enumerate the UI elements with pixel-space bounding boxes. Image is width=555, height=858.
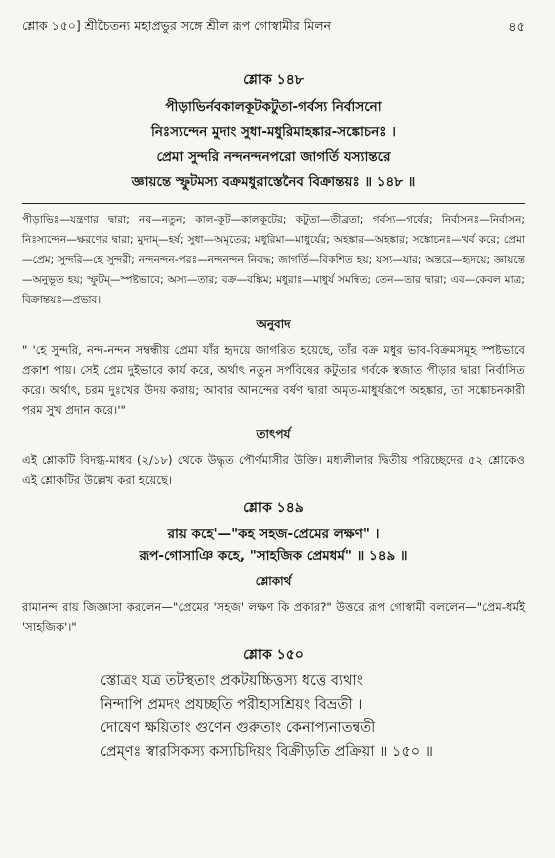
verse-148-label: শ্লোক ১৪৮: [243, 72, 304, 88]
page-body: [22, 68, 525, 764]
verse-149-line: রূপ-গোসাঞি কহে, "সাহজিক প্রেমধর্ম" ॥ ১৪৯ ॥: [139, 548, 408, 564]
verse-148-synonyms: পীড়াভিঃ—যন্ত্রণার দ্বারা; নব—নতুন; কাল-কূট—কালকূটের; কটুতা—তীব্রতা; গর্বস্য—গর্বের; নির্বাসনঃ—নির্বাসন; নিঃস্যন্দেন—ক্ষরণের দ্বারা; মুদাম্—হর্ষ; সুধা—অমৃতের; মধুরিমা—মাধুর্যের; অহঙ্কার—অহঙ্কার; সঙ্কোচনঃ—খর্ব করে; প্রেমা—প্রেম; সুন্দরি—হে সুন্দরী; নন্দনন্দন-পরঃ—নন্দনন্দন নিবদ্ধ; জাগর্তি—বিকশিত হয়; যস্য—যার; অন্তরে—হৃদয়ে; জ্ঞায়ন্তে—অনুভূত হয়; স্ফুটম্—স্পষ্টভাবে; অস্য—তার; বক্র—বঙ্কিম; মধুরাঃ—মাধুর্য সমন্বিত; তেন—তার দ্বারা; এব—কেবল মাত্র; বিক্রান্তয়ঃ—প্রভাব।: [22, 214, 525, 306]
page-number: ৪৫: [508, 20, 525, 35]
verse-150-label: শ্লোক ১৫০: [243, 647, 304, 663]
translation-heading: শ্লোকার্থ: [255, 574, 292, 588]
verse-148-translation: " 'হে সুন্দরি, নন্দ-নন্দন সম্বন্ধীয় প্রেমা যাঁর হৃদয়ে জাগরিত হয়েছে, তাঁর বক্র মধুর ভাব-বিক্রমসমূহ স্পষ্টভাবে প্রকাশ পায়। সেই প্রেম দুইভাবে কার্য করে, অর্থাৎ নতুন সর্পবিষের কটুতার গর্বকে স্বজাত পীড়ার দ্বারা নির্বাসিত করে। অর্থাৎ, চরম দুঃখের উদয় করায়; আবার আনন্দের বর্ষণ দ্বারা অমৃত-মাধুর্যরূপে অহঙ্কার, তা সঙ্কোচনকারী পরম সুখ প্রদান করে।'": [22, 343, 525, 417]
verse-150-text: [22, 670, 525, 764]
verse-150-line: প্রেম্ণঃ স্বারসিকস্য কস্যচিদিয়ং বিক্রীড়তি প্রক্রিয়া ॥ ১৫০ ॥: [100, 743, 433, 760]
verse-148-line: প্রেমা সুন্দরি নন্দনন্দনপরো জাগর্তি যস্যান্তরে: [156, 149, 391, 165]
translation-heading: অনুবাদ: [256, 317, 291, 331]
verse-149-text: [22, 523, 525, 567]
verse-148-line: নিঃস্যন্দেন মুদাং সুধা-মধুরিমাহঙ্কার-সঙ্কোচনঃ ।: [151, 124, 396, 140]
verse-149-translation: রামানন্দ রায় জিজ্ঞাসা করলেন—"প্রেমের 'সহজ' লক্ষণ কি প্রকার?" উত্তরে রূপ গোস্বামী বললেন—"প্রেম-ধর্মই 'সাহজিক'।": [22, 600, 525, 634]
verse-148-text: [22, 95, 525, 195]
running-header: [22, 18, 525, 38]
running-header-title: শ্লোক ১৫০] শ্রীচৈতন্য মহাপ্রভুর সঙ্গে শ্রীল রূপ গোস্বামীর মিলন: [22, 18, 332, 33]
verse-148-line: পীড়াভির্নবকালকূটকটুতা-গর্বস্য নির্বাসনো: [165, 99, 382, 115]
divider: [22, 203, 525, 204]
verse-150-line: স্তোত্রং যত্র তটস্থতাং প্রকটয়চ্চিত্তস্য ধত্তে ব্যথাং: [100, 673, 363, 689]
verse-149-line: রায় কহে'—"কহ সহজ-প্রেমের লক্ষণ" ।: [167, 526, 380, 542]
purport-heading: তাৎপর্য: [256, 427, 291, 441]
verse-150-line: দোষেণ ক্ষয়িতাং গুণেন গুরুতাং কেনাপ্যনাতন্বতী: [100, 720, 376, 736]
verse-148-purport: এই শ্লোকটি বিদগ্ধ-মাধব (২/১৮) থেকে উদ্ধৃত পৌর্ণমাসীর উক্তি। মধ্যলীলার দ্বিতীয় পরিচ্ছেদের ৫২ শ্লোকেও এই শ্লোকটির উল্লেখ করা হয়েছে।: [22, 453, 525, 487]
verse-148-line: জ্ঞায়ন্তে স্ফুটমস্য বক্রমধুরাস্তেনৈব বিক্রান্তয়ঃ ॥ ১৪৮ ॥: [131, 174, 416, 190]
verse-149-label: শ্লোক ১৪৯: [243, 500, 304, 516]
verse-150-line: নিন্দাপি প্রমদং প্রযচ্ছতি পরীহাসশ্রিয়ং বিভ্রতী ।: [100, 696, 363, 713]
